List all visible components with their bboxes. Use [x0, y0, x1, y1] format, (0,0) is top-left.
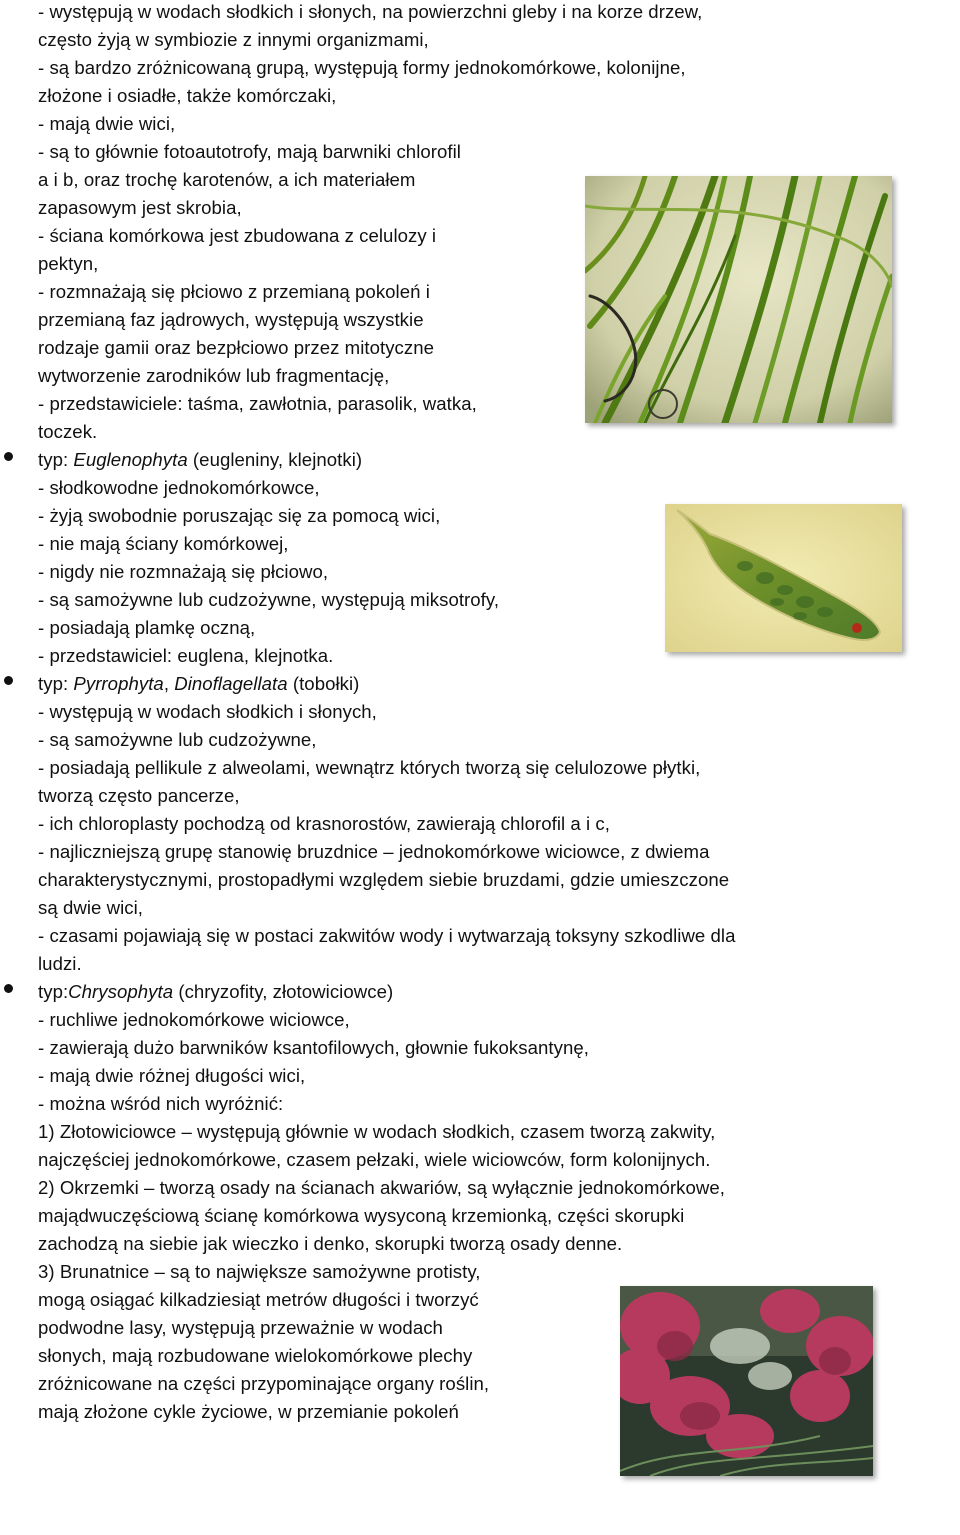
text-line: zróżnicowane na części przypominające organy roślin, — [38, 1373, 490, 1394]
euglena-photo — [665, 504, 902, 652]
text-line: - przedstawiciele: taśma, zawłotnia, parasolik, watka, — [38, 393, 477, 414]
text-line: - mają dwie różnej długości wici, — [38, 1065, 306, 1086]
taxon-name: Dinoflagellata — [174, 673, 288, 694]
green-algae-filaments-photo — [585, 176, 892, 423]
text-line: - występują w wodach słodkich i słonych, na powierzchni gleby i na korze drzew, — [38, 1, 703, 22]
text-line: 2) Okrzemki – tworzą osady na ścianach akwariów, są wyłącznie jednokomórkowe, — [38, 1177, 725, 1198]
text-line: są dwie wici, — [38, 897, 144, 918]
section-heading — [38, 670, 359, 698]
heading-prefix: typ: — [38, 673, 74, 694]
taxon-name: Chrysophyta — [68, 981, 174, 1002]
section-heading — [38, 978, 393, 1006]
text-line: majądwuczęściową ścianę komórkowa wysyconą krzemionką, części skorupki — [38, 1205, 685, 1226]
text-line: przemianą faz jądrowych, występują wszystkie — [38, 309, 424, 330]
text-line: ludzi. — [38, 953, 82, 974]
taxon-name: Pyrrophyta — [73, 673, 164, 694]
text-line: - przedstawiciel: euglena, klejnotka. — [38, 645, 334, 666]
text-line: - ich chloroplasty pochodzą od krasnorostów, zawierają chlorofil a i c, — [38, 813, 610, 834]
text-line: - można wśród nich wyróżnić: — [38, 1093, 284, 1114]
heading-prefix: typ: — [38, 981, 69, 1002]
text-line: tworzą często pancerze, — [38, 785, 240, 806]
text-line: - zawierają dużo barwników ksantofilowych, głownie fukoksantynę, — [38, 1037, 589, 1058]
text-line: toczek. — [38, 421, 98, 442]
bullet-icon — [4, 452, 13, 461]
seaweed-photo — [620, 1286, 873, 1476]
heading-prefix: typ: — [38, 449, 74, 470]
text-line: - są to głównie fotoautotrofy, mają barwniki chlorofil — [38, 141, 461, 162]
text-line: - nigdy nie rozmnażają się płciowo, — [38, 561, 329, 582]
text-line: - posiadają pellikule z alweolami, wewnątrz których tworzą się celulozowe płytki, — [38, 757, 701, 778]
text-line: - rozmnażają się płciowo z przemianą pokoleń i — [38, 281, 430, 302]
text-line: mają złożone cykle życiowe, w przemianie pokoleń — [38, 1401, 459, 1422]
heading-suffix: (tobołki) — [287, 673, 360, 694]
text-line: zachodzą na siebie jak wieczko i denko, skorupki tworzą osady denne. — [38, 1233, 623, 1254]
text-line: - słodkowodne jednokomórkowce, — [38, 477, 320, 498]
text-line: - ruchliwe jednokomórkowe wiciowce, — [38, 1009, 350, 1030]
text-line: wytworzenie zarodników lub fragmentację, — [38, 365, 390, 386]
bullet-icon — [4, 676, 13, 685]
text-line: zapasowym jest skrobia, — [38, 197, 242, 218]
taxon-name: Euglenophyta — [73, 449, 188, 470]
text-line: charakterystycznymi, prostopadłymi względem siebie bruzdami, gdzie umieszczone — [38, 869, 730, 890]
bullet-icon — [4, 984, 13, 993]
heading-suffix: (eugleniny, klejnotki) — [187, 449, 363, 470]
text-line: - są bardzo zróżnicowaną grupą, występują formy jednokomórkowe, kolonijne, — [38, 57, 686, 78]
text-line: - nie mają ściany komórkowej, — [38, 533, 289, 554]
section-heading — [38, 446, 362, 474]
text-line: mogą osiągać kilkadziesiąt metrów długości i tworzyć — [38, 1289, 479, 1310]
text-line: złożone i osiadłe, także komórczaki, — [38, 85, 337, 106]
text-line: - mają dwie wici, — [38, 113, 176, 134]
text-line: - są samożywne lub cudzożywne, — [38, 729, 317, 750]
text-line: najczęściej jednokomórkowe, czasem pełzaki, wiele wiciowców, form kolonijnych. — [38, 1149, 711, 1170]
text-line: - posiadają plamkę oczną, — [38, 617, 256, 638]
heading-suffix: (chryzofity, złotowiciowce) — [173, 981, 394, 1002]
heading-separator: , — [163, 673, 175, 694]
text-line: 1) Złotowiciowce – występują głównie w wodach słodkich, czasem tworzą zakwity, — [38, 1121, 716, 1142]
text-line: podwodne lasy, występują przeważnie w wodach — [38, 1317, 443, 1338]
text-line: - ściana komórkowa jest zbudowana z celulozy i — [38, 225, 437, 246]
text-line: - występują w wodach słodkich i słonych, — [38, 701, 377, 722]
text-line: 3) Brunatnice – są to największe samożywne protisty, — [38, 1261, 481, 1282]
text-line: słonych, mają rozbudowane wielokomórkowe plechy — [38, 1345, 473, 1366]
text-line: rodzaje gamii oraz bezpłciowo przez mitotyczne — [38, 337, 435, 358]
text-line: - najliczniejszą grupę stanowię bruzdnice – jednokomórkowe wiciowce, z dwiema — [38, 841, 710, 862]
text-line: - żyją swobodnie poruszając się za pomocą wici, — [38, 505, 441, 526]
text-line: - są samożywne lub cudzożywne, występują miksotrofy, — [38, 589, 500, 610]
text-line: pektyn, — [38, 253, 99, 274]
text-line: - czasami pojawiają się w postaci zakwitów wody i wytwarzają toksyny szkodliwe dla — [38, 925, 736, 946]
green-algae-filaments-icon — [585, 176, 892, 423]
text-line: a i b, oraz trochę karotenów, a ich materiałem — [38, 169, 416, 190]
red-brown-seaweed-icon — [620, 1286, 873, 1476]
text-line: często żyją w symbiozie z innymi organizmami, — [38, 29, 429, 50]
euglena-cell-icon — [665, 504, 902, 652]
